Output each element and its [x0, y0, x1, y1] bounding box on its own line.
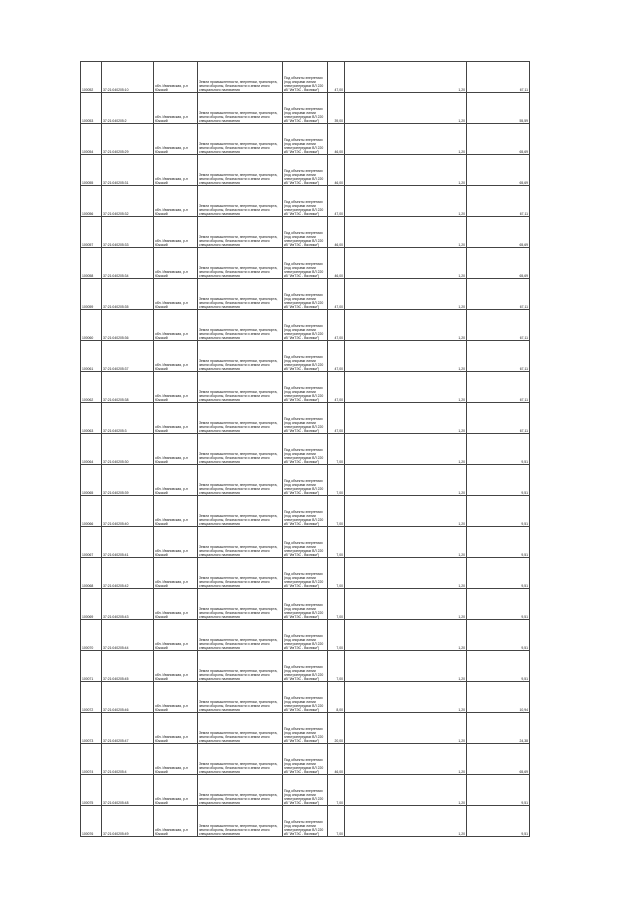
- table-row: [81, 558, 530, 589]
- cell-rate: 1,20: [345, 713, 467, 744]
- cell-code: 100064: [81, 434, 102, 465]
- cell-value: 65,69: [467, 217, 530, 248]
- cell-area: 46,00: [328, 744, 345, 775]
- cell-value: 67,11: [467, 310, 530, 341]
- cell-rate: 1,20: [345, 589, 467, 620]
- table-row: [81, 403, 530, 434]
- cell-value: 9,51: [467, 620, 530, 651]
- cell-address: обл. Ивановская, р-н Южский: [154, 279, 198, 310]
- cell-address: обл. Ивановская, р-н Южский: [154, 465, 198, 496]
- cell-cadastral-number: 37:21:040205:40: [102, 496, 154, 527]
- cell-permitted-use: Под объекты энергетики (под опорами линии электропередачи ВЛ 220 кВ "ИвТЭС - Вязники"): [283, 124, 328, 155]
- cell-area: 47,00: [328, 341, 345, 372]
- cell-cadastral-number: 37:21:040205:47: [102, 713, 154, 744]
- cell-address: обл. Ивановская, р-н Южский: [154, 372, 198, 403]
- cell-area: 7,00: [328, 527, 345, 558]
- cell-address: обл. Ивановская, р-н Южский: [154, 93, 198, 124]
- cell-cadastral-number: 37:21:040205:41: [102, 527, 154, 558]
- cell-address: обл. Ивановская, р-н Южский: [154, 558, 198, 589]
- cell-area: 7,00: [328, 558, 345, 589]
- cell-area: 47,00: [328, 62, 345, 93]
- cell-permitted-use: Под объекты энергетики (под опорами линии электропередачи ВЛ 220 кВ "ИвТЭС - Вязники"): [283, 93, 328, 124]
- cell-area: 7,00: [328, 775, 345, 806]
- cell-cadastral-number: 37:21:040205:37: [102, 341, 154, 372]
- cell-cadastral-number: 37:21:040205:3: [102, 403, 154, 434]
- cell-permitted-use: Под объекты энергетики (под опорами линии электропередачи ВЛ 220 кВ "ИвТЭС - Вязники"): [283, 620, 328, 651]
- cell-permitted-use: Под объекты энергетики (под опорами линии электропередачи ВЛ 220 кВ "ИвТЭС - Вязники"): [283, 372, 328, 403]
- cell-address: обл. Ивановская, р-н Южский: [154, 620, 198, 651]
- cell-code: 100053: [81, 93, 102, 124]
- cell-code: 100062: [81, 372, 102, 403]
- cell-code: 100065: [81, 465, 102, 496]
- cell-rate: 1,20: [345, 217, 467, 248]
- cell-value: 67,11: [467, 186, 530, 217]
- cell-land-category: Земли промышленности, энергетики, транспорта, земли обороны, безопасности и земли иного специального назначения: [198, 775, 283, 806]
- cell-code: 100060: [81, 310, 102, 341]
- cell-rate: 1,20: [345, 620, 467, 651]
- cell-code: 100067: [81, 527, 102, 558]
- cell-address: обл. Ивановская, р-н Южский: [154, 124, 198, 155]
- table-row: [81, 434, 530, 465]
- cell-value: 9,51: [467, 589, 530, 620]
- cell-rate: 1,20: [345, 434, 467, 465]
- cell-land-category: Земли промышленности, энергетики, транспорта, земли обороны, безопасности и земли иного специального назначения: [198, 434, 283, 465]
- cell-code: 100058: [81, 248, 102, 279]
- cell-address: обл. Ивановская, р-н Южский: [154, 682, 198, 713]
- cell-permitted-use: Под объекты энергетики (под опорами линии электропередачи ВЛ 220 кВ "ИвТЭС - Вязники"): [283, 527, 328, 558]
- cell-land-category: Земли промышленности, энергетики, транспорта, земли обороны, безопасности и земли иного специального назначения: [198, 713, 283, 744]
- cell-area: 7,00: [328, 496, 345, 527]
- table-row: [81, 186, 530, 217]
- cell-value: 9,51: [467, 775, 530, 806]
- cell-permitted-use: Под объекты энергетики (под опорами линии электропередачи ВЛ 220 кВ "ИвТЭС - Вязники"): [283, 589, 328, 620]
- cell-value: 9,51: [467, 558, 530, 589]
- table-row: [81, 713, 530, 744]
- cell-area: 7,00: [328, 806, 345, 837]
- cell-code: 100073: [81, 713, 102, 744]
- cell-permitted-use: Под объекты энергетики (под опорами линии электропередачи ВЛ 220 кВ "ИвТЭС - Вязники"): [283, 744, 328, 775]
- cell-code: 100068: [81, 558, 102, 589]
- cell-area: 46,00: [328, 217, 345, 248]
- cell-code: 100055: [81, 155, 102, 186]
- cell-cadastral-number: 37:21:040205:39: [102, 465, 154, 496]
- table-row: [81, 372, 530, 403]
- cell-permitted-use: Под объекты энергетики (под опорами линии электропередачи ВЛ 220 кВ "ИвТЭС - Вязники"): [283, 279, 328, 310]
- land-plots-table: [80, 61, 529, 837]
- table-row: [81, 744, 530, 775]
- cell-permitted-use: Под объекты энергетики (под опорами линии электропередачи ВЛ 220 кВ "ИвТЭС - Вязники"): [283, 496, 328, 527]
- cell-address: обл. Ивановская, р-н Южский: [154, 496, 198, 527]
- cell-rate: 1,20: [345, 248, 467, 279]
- cell-land-category: Земли промышленности, энергетики, транспорта, земли обороны, безопасности и земли иного специального назначения: [198, 372, 283, 403]
- cell-permitted-use: Под объекты энергетики (под опорами линии электропередачи ВЛ 220 кВ "ИвТЭС - Вязники"): [283, 775, 328, 806]
- cell-permitted-use: Под объекты энергетики (под опорами линии электропередачи ВЛ 220 кВ "ИвТЭС - Вязники"): [283, 651, 328, 682]
- table-row: [81, 341, 530, 372]
- cell-land-category: Земли промышленности, энергетики, транспорта, земли обороны, безопасности и земли иного специального назначения: [198, 310, 283, 341]
- cell-code: 100056: [81, 186, 102, 217]
- cell-rate: 1,20: [345, 403, 467, 434]
- cell-land-category: Земли промышленности, энергетики, транспорта, земли обороны, безопасности и земли иного специального назначения: [198, 279, 283, 310]
- cell-area: 47,00: [328, 403, 345, 434]
- cell-cadastral-number: 37:21:040205:48: [102, 775, 154, 806]
- cell-address: обл. Ивановская, р-н Южский: [154, 217, 198, 248]
- table-row: [81, 465, 530, 496]
- cell-address: обл. Ивановская, р-н Южский: [154, 651, 198, 682]
- cell-rate: 1,20: [345, 682, 467, 713]
- cell-code: 100074: [81, 744, 102, 775]
- cell-address: обл. Ивановская, р-н Южский: [154, 341, 198, 372]
- cell-permitted-use: Под объекты энергетики (под опорами линии электропередачи ВЛ 220 кВ "ИвТЭС - Вязники"): [283, 310, 328, 341]
- cell-area: 8,00: [328, 682, 345, 713]
- cell-address: обл. Ивановская, р-н Южский: [154, 403, 198, 434]
- cell-value: 67,11: [467, 341, 530, 372]
- table-row: [81, 527, 530, 558]
- cell-address: обл. Ивановская, р-н Южский: [154, 713, 198, 744]
- table-row: [81, 62, 530, 93]
- cell-land-category: Земли промышленности, энергетики, транспорта, земли обороны, безопасности и земли иного специального назначения: [198, 744, 283, 775]
- cell-code: 100072: [81, 682, 102, 713]
- cell-area: 7,00: [328, 651, 345, 682]
- cell-rate: 1,20: [345, 186, 467, 217]
- cell-code: 100061: [81, 341, 102, 372]
- cell-code: 100070: [81, 620, 102, 651]
- cell-cadastral-number: 37:21:040205:35: [102, 279, 154, 310]
- cell-cadastral-number: 37:21:040205:38: [102, 372, 154, 403]
- cell-land-category: Земли промышленности, энергетики, транспорта, земли обороны, безопасности и земли иного специального назначения: [198, 93, 283, 124]
- cell-rate: 1,20: [345, 496, 467, 527]
- cell-area: 7,00: [328, 434, 345, 465]
- cell-area: 47,00: [328, 310, 345, 341]
- cell-rate: 1,20: [345, 341, 467, 372]
- cell-rate: 1,20: [345, 651, 467, 682]
- table-row: [81, 496, 530, 527]
- cell-rate: 1,20: [345, 279, 467, 310]
- cell-rate: 1,20: [345, 806, 467, 837]
- cell-value: 9,51: [467, 806, 530, 837]
- cell-code: 100076: [81, 806, 102, 837]
- cell-cadastral-number: 37:21:040205:43: [102, 589, 154, 620]
- table-row: [81, 279, 530, 310]
- table-row: [81, 155, 530, 186]
- cell-land-category: Земли промышленности, энергетики, транспорта, земли обороны, безопасности и земли иного специального назначения: [198, 217, 283, 248]
- cell-cadastral-number: 37:21:040205:4: [102, 744, 154, 775]
- cell-value: 24,38: [467, 713, 530, 744]
- cell-area: 46,00: [328, 124, 345, 155]
- table-row: [81, 806, 530, 837]
- cell-cadastral-number: 37:21:040205:30: [102, 434, 154, 465]
- cell-area: 46,00: [328, 248, 345, 279]
- cell-land-category: Земли промышленности, энергетики, транспорта, земли обороны, безопасности и земли иного специального назначения: [198, 403, 283, 434]
- cell-area: 47,00: [328, 372, 345, 403]
- cell-permitted-use: Под объекты энергетики (под опорами линии электропередачи ВЛ 220 кВ "ИвТЭС - Вязники"): [283, 155, 328, 186]
- cell-code: 100054: [81, 124, 102, 155]
- table-row: [81, 651, 530, 682]
- table-row: [81, 248, 530, 279]
- cell-area: 39,00: [328, 93, 345, 124]
- cell-address: обл. Ивановская, р-н Южский: [154, 310, 198, 341]
- cell-land-category: Земли промышленности, энергетики, транспорта, земли обороны, безопасности и земли иного специального назначения: [198, 682, 283, 713]
- cell-land-category: Земли промышленности, энергетики, транспорта, земли обороны, безопасности и земли иного специального назначения: [198, 248, 283, 279]
- cell-address: обл. Ивановская, р-н Южский: [154, 248, 198, 279]
- cell-permitted-use: Под объекты энергетики (под опорами линии электропередачи ВЛ 220 кВ "ИвТЭС - Вязники"): [283, 62, 328, 93]
- cell-rate: 1,20: [345, 62, 467, 93]
- cell-cadastral-number: 37:21:040205:2: [102, 93, 154, 124]
- cell-rate: 1,20: [345, 93, 467, 124]
- table-row: [81, 775, 530, 806]
- cell-value: 65,69: [467, 155, 530, 186]
- cell-area: 7,00: [328, 465, 345, 496]
- cell-rate: 1,20: [345, 465, 467, 496]
- cell-value: 9,51: [467, 496, 530, 527]
- cell-rate: 1,20: [345, 372, 467, 403]
- cell-value: 9,51: [467, 465, 530, 496]
- cell-cadastral-number: 37:21:040205:10: [102, 62, 154, 93]
- cell-value: 65,69: [467, 744, 530, 775]
- cell-rate: 1,20: [345, 775, 467, 806]
- cell-area: 7,00: [328, 589, 345, 620]
- cell-value: 65,69: [467, 124, 530, 155]
- table-row: [81, 217, 530, 248]
- cell-rate: 1,20: [345, 124, 467, 155]
- cell-cadastral-number: 37:21:040205:45: [102, 651, 154, 682]
- cell-permitted-use: Под объекты энергетики (под опорами линии электропередачи ВЛ 220 кВ "ИвТЭС - Вязники"): [283, 248, 328, 279]
- cell-permitted-use: Под объекты энергетики (под опорами линии электропередачи ВЛ 220 кВ "ИвТЭС - Вязники"): [283, 217, 328, 248]
- cell-cadastral-number: 37:21:040205:49: [102, 806, 154, 837]
- cell-value: 65,69: [467, 248, 530, 279]
- cell-address: обл. Ивановская, р-н Южский: [154, 186, 198, 217]
- cell-cadastral-number: 37:21:040205:31: [102, 155, 154, 186]
- cell-rate: 1,20: [345, 744, 467, 775]
- cell-address: обл. Ивановская, р-н Южский: [154, 62, 198, 93]
- cell-land-category: Земли промышленности, энергетики, транспорта, земли обороны, безопасности и земли иного специального назначения: [198, 186, 283, 217]
- cell-value: 67,11: [467, 279, 530, 310]
- cell-area: 47,00: [328, 186, 345, 217]
- cell-value: 67,11: [467, 403, 530, 434]
- cell-area: 46,00: [328, 155, 345, 186]
- cell-code: 100059: [81, 279, 102, 310]
- cell-code: 100066: [81, 496, 102, 527]
- cell-code: 100075: [81, 775, 102, 806]
- cell-land-category: Земли промышленности, энергетики, транспорта, земли обороны, безопасности и земли иного специального назначения: [198, 465, 283, 496]
- table-row: [81, 589, 530, 620]
- cell-code: 100057: [81, 217, 102, 248]
- cell-cadastral-number: 37:21:040205:46: [102, 682, 154, 713]
- cell-value: 9,51: [467, 527, 530, 558]
- cell-permitted-use: Под объекты энергетики (под опорами линии электропередачи ВЛ 220 кВ "ИвТЭС - Вязники"): [283, 713, 328, 744]
- cell-permitted-use: Под объекты энергетики (под опорами линии электропередачи ВЛ 220 кВ "ИвТЭС - Вязники"): [283, 558, 328, 589]
- cell-permitted-use: Под объекты энергетики (под опорами линии электропередачи ВЛ 220 кВ "ИвТЭС - Вязники"): [283, 465, 328, 496]
- cell-area: 20,00: [328, 713, 345, 744]
- table-row: [81, 93, 530, 124]
- cell-code: 100052: [81, 62, 102, 93]
- table-row: [81, 682, 530, 713]
- cell-area: 7,00: [328, 620, 345, 651]
- cell-land-category: Земли промышленности, энергетики, транспорта, земли обороны, безопасности и земли иного специального назначения: [198, 589, 283, 620]
- cell-cadastral-number: 37:21:040205:36: [102, 310, 154, 341]
- cell-value: 67,11: [467, 62, 530, 93]
- cell-address: обл. Ивановская, р-н Южский: [154, 806, 198, 837]
- cell-value: 67,11: [467, 372, 530, 403]
- cell-rate: 1,20: [345, 527, 467, 558]
- cell-land-category: Земли промышленности, энергетики, транспорта, земли обороны, безопасности и земли иного специального назначения: [198, 651, 283, 682]
- cell-cadastral-number: 37:21:040205:44: [102, 620, 154, 651]
- cell-code: 100069: [81, 589, 102, 620]
- cell-address: обл. Ивановская, р-н Южский: [154, 589, 198, 620]
- cell-cadastral-number: 37:21:040205:42: [102, 558, 154, 589]
- table-row: [81, 620, 530, 651]
- cell-value: 10,94: [467, 682, 530, 713]
- cell-land-category: Земли промышленности, энергетики, транспорта, земли обороны, безопасности и земли иного специального назначения: [198, 558, 283, 589]
- cell-address: обл. Ивановская, р-н Южский: [154, 744, 198, 775]
- cell-land-category: Земли промышленности, энергетики, транспорта, земли обороны, безопасности и земли иного специального назначения: [198, 620, 283, 651]
- cell-value: 9,51: [467, 651, 530, 682]
- cell-address: обл. Ивановская, р-н Южский: [154, 527, 198, 558]
- table-row: [81, 124, 530, 155]
- cell-cadastral-number: 37:21:040205:34: [102, 248, 154, 279]
- cell-land-category: Земли промышленности, энергетики, транспорта, земли обороны, безопасности и земли иного специального назначения: [198, 124, 283, 155]
- cell-permitted-use: Под объекты энергетики (под опорами линии электропередачи ВЛ 220 кВ "ИвТЭС - Вязники"): [283, 434, 328, 465]
- cell-permitted-use: Под объекты энергетики (под опорами линии электропередачи ВЛ 220 кВ "ИвТЭС - Вязники"): [283, 806, 328, 837]
- cell-land-category: Земли промышленности, энергетики, транспорта, земли обороны, безопасности и земли иного специального назначения: [198, 496, 283, 527]
- cell-rate: 1,20: [345, 310, 467, 341]
- cell-cadastral-number: 37:21:040205:33: [102, 217, 154, 248]
- cell-cadastral-number: 37:21:040205:32: [102, 186, 154, 217]
- cell-address: обл. Ивановская, р-н Южский: [154, 434, 198, 465]
- cell-land-category: Земли промышленности, энергетики, транспорта, земли обороны, безопасности и земли иного специального назначения: [198, 527, 283, 558]
- cell-rate: 1,20: [345, 558, 467, 589]
- cell-land-category: Земли промышленности, энергетики, транспорта, земли обороны, безопасности и земли иного специального назначения: [198, 155, 283, 186]
- cell-permitted-use: Под объекты энергетики (под опорами линии электропередачи ВЛ 220 кВ "ИвТЭС - Вязники"): [283, 403, 328, 434]
- cell-rate: 1,20: [345, 155, 467, 186]
- cell-address: обл. Ивановская, р-н Южский: [154, 775, 198, 806]
- cell-permitted-use: Под объекты энергетики (под опорами линии электропередачи ВЛ 220 кВ "ИвТЭС - Вязники"): [283, 341, 328, 372]
- cell-cadastral-number: 37:21:040205:29: [102, 124, 154, 155]
- cell-code: 100063: [81, 403, 102, 434]
- cell-area: 47,00: [328, 279, 345, 310]
- cell-land-category: Земли промышленности, энергетики, транспорта, земли обороны, безопасности и земли иного специального назначения: [198, 62, 283, 93]
- cell-value: 55,59: [467, 93, 530, 124]
- cell-land-category: Земли промышленности, энергетики, транспорта, земли обороны, безопасности и земли иного специального назначения: [198, 341, 283, 372]
- cell-land-category: Земли промышленности, энергетики, транспорта, земли обороны, безопасности и земли иного специального назначения: [198, 806, 283, 837]
- cell-value: 9,51: [467, 434, 530, 465]
- table-row: [81, 310, 530, 341]
- cell-code: 100071: [81, 651, 102, 682]
- cell-permitted-use: Под объекты энергетики (под опорами линии электропередачи ВЛ 220 кВ "ИвТЭС - Вязники"): [283, 186, 328, 217]
- cell-permitted-use: Под объекты энергетики (под опорами линии электропередачи ВЛ 220 кВ "ИвТЭС - Вязники"): [283, 682, 328, 713]
- cell-address: обл. Ивановская, р-н Южский: [154, 155, 198, 186]
